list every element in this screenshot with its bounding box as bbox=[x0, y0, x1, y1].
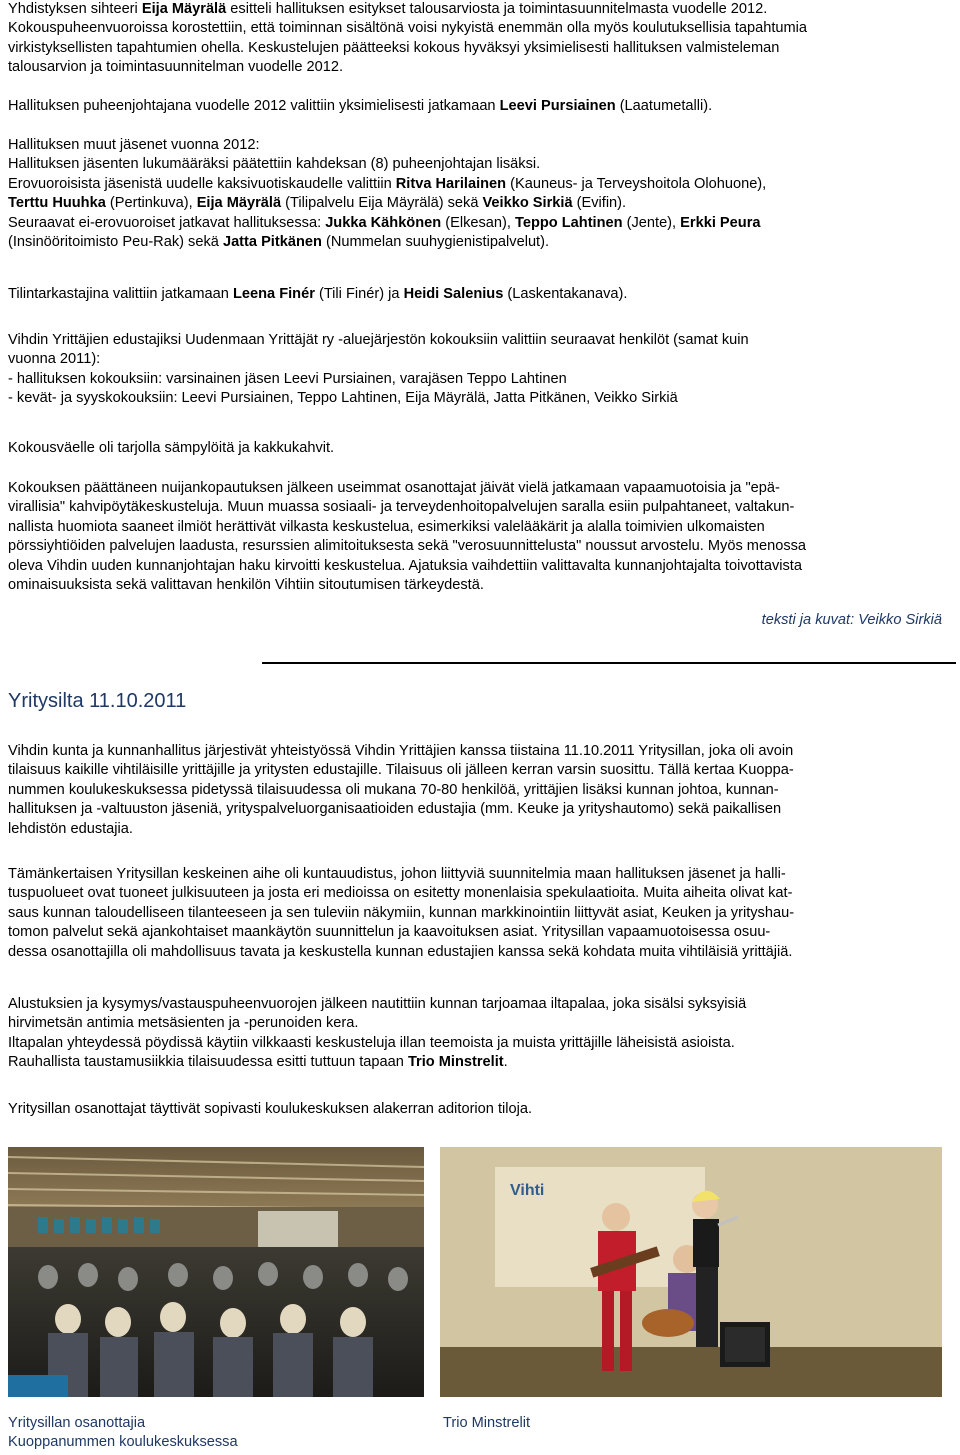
representatives bbox=[8, 331, 953, 409]
text-line: nummen koulukeskuksessa pidetyssä tilaisuudessa oli mukana 70-80 henkilöä, yrittäjien lisäksi kunnan johtoa, kunnan- bbox=[8, 781, 779, 798]
caption-line: Trio Minstrelit bbox=[443, 1415, 531, 1431]
text-line: Kokouksen päättäneen nuijankopautuksen jälkeen useimmat osanottajat jäivät vielä jatkamaan vapaamuotoisia ja "epä- bbox=[8, 480, 780, 496]
text-line: virallisia" kahvipöytäkeskusteluja. Muun muassa sosiaali- ja terveydenhoitopalvelujen saralla esiin pulpahtaneet, valtakun- bbox=[8, 499, 795, 516]
text-line: (Insinööritoimisto Peu-Rak) sekä Jatta Pitkänen (Nummelan suuhygienistipalvelut). bbox=[8, 234, 550, 251]
text-line: Terttu Huuhka (Pertinkuva), Eija Mäyrälä (Tilipalvelu Eija Mäyrälä) sekä Veikko Sirkiä (Evifin). bbox=[8, 195, 627, 212]
caption-line: Kuoppanummen koulukeskuksessa bbox=[8, 1434, 238, 1450]
photo-audience bbox=[8, 1147, 424, 1397]
article-paragraph bbox=[8, 742, 953, 839]
text-line: tilaisuus kaikille vihtiläisille yrittäjille ja yritysten edustajille. Tilaisuus oli jälleen kerran varsin suosittu. Tällä kertaa Kuoppa- bbox=[8, 762, 794, 779]
author-credit: teksti ja kuvat: Veikko Sirkiä bbox=[761, 612, 942, 628]
text-line: nallista huomiota saaneet ilmiöt herättivät vilkasta keskustelua, esimerkiksi valelääkärit ja alalla toimivien ulkomaisten bbox=[8, 518, 765, 535]
chair-election bbox=[8, 97, 953, 116]
text-line: vuonna 2011): bbox=[8, 351, 101, 368]
article-paragraph bbox=[8, 865, 953, 962]
auditors bbox=[8, 285, 953, 304]
secretary-report bbox=[8, 0, 953, 78]
text-line: Erovuoroisista jäsenistä uudelle kaksivuotiskaudelle valittiin Ritva Harilainen (Kauneus- ja Terveyshoitola Olohuone), bbox=[8, 175, 767, 192]
text-line: hirvimetsän antimia metsäsienten ja -perunoiden kera. bbox=[8, 1015, 359, 1032]
text-line: Iltapalan yhteydessä pöydissä käytiin vilkkaasti keskusteluja illan teemoista ja muista yrittäjille läheisistä asioista. bbox=[8, 1034, 735, 1051]
photo-caption-band bbox=[443, 1414, 530, 1433]
board-members bbox=[8, 136, 953, 252]
text-line: Yritysillan osanottajat täyttivät sopivasti koulukeskuksen alakerran aditorion tiloja. bbox=[8, 1101, 533, 1117]
text-line: Rauhallista taustamusiikkia tilaisuudessa esitti tuttuun tapaan Trio Minstrelit. bbox=[8, 1054, 508, 1071]
after-meeting bbox=[8, 479, 953, 595]
text-line: Vihdin Yrittäjien edustajiksi Uudenmaan Yrittäjät ry -aluejärjestön kokouksiin valittiin seuraavat henkilöt (samat kuin bbox=[8, 332, 749, 348]
text-line: hallituksen ja -valtuuston jäseniä, yrityspalveluorganisaatioiden edustajia (mm. Keuke ja yrityshautomo) sekä paikallisen bbox=[8, 801, 782, 818]
article-title: Yritysilta 11.10.2011 bbox=[8, 690, 187, 712]
text-line: Vihdin kunta ja kunnanhallitus järjestivät yhteistyössä Vihdin Yrittäjien kanssa tiistaina 11.10.2011 Yritysillan, joka oli avoin bbox=[8, 743, 794, 759]
photo-caption-audience bbox=[8, 1414, 238, 1452]
text-line: Hallituksen jäsenten lukumääräksi päätettiin kahdeksan (8) puheenjohtajan lisäksi. bbox=[8, 156, 541, 173]
text-line: tuspuolueet ovat tuoneet julkisuuteen ja josta eri medioissa on esitetty monenlaisia spekulaatioita. Muita aiheita olivat kat- bbox=[8, 885, 793, 902]
text-line: virkistyksellisten tapahtumien ohella. Keskustelujen päätteeksi kokous hyväksyi yksimielisesti hallituksen valmisteleman bbox=[8, 39, 780, 56]
text-line: Tämänkertaisen Yritysillan keskeinen aihe oli kuntauudistus, johon liittyviä suunnitelmia maan hallituksen jäsenet ja halli- bbox=[8, 866, 786, 882]
article-paragraph bbox=[8, 1100, 953, 1119]
caption-line: Yritysillan osanottajia bbox=[8, 1415, 146, 1431]
text-line: Kokouspuheenvuoroissa korostettiin, että toiminnan sisältönä voisi nykyistä enemmän olla myös koulutuksellisia tapahtumia bbox=[8, 20, 808, 37]
text-line: Alustuksien ja kysymys/vastauspuheenvuorojen jälkeen nautittiin kunnan tarjoamaa iltapalaa, joka sisälsi syksyisiä bbox=[8, 996, 747, 1012]
text-line: oleva Vihdin uuden kunnanjohtajan haku kirvoitti keskustelua. Ajatuksia vaihdettiin valittavalta kunnanjohtajalta toivottavista bbox=[8, 557, 802, 574]
text-line: Kokousväelle oli tarjolla sämpylöitä ja kakkukahvit. bbox=[8, 440, 335, 456]
board-title: Hallituksen muut jäsenet vuonna 2012: bbox=[8, 137, 260, 153]
section-divider bbox=[262, 662, 956, 664]
banner-logo: Vihti bbox=[510, 1182, 545, 1199]
text-line: Hallituksen puheenjohtajana vuodelle 2012 valittiin yksimielisesti jatkamaan Leevi Pursiainen (Laatumetalli). bbox=[8, 98, 713, 114]
text-line: - kevät- ja syyskokouksiin: Leevi Pursiainen, Teppo Lahtinen, Eija Mäyrälä, Jatta Pitkänen, Veikko Sirkiä bbox=[8, 390, 678, 407]
text-line: Tilintarkastajina valittiin jatkamaan Leena Finér (Tili Finér) ja Heidi Salenius (Laskentakanava). bbox=[8, 286, 628, 302]
text-line: pörssiyhtiöiden palvelujen laadusta, resurssien alimitoituksesta sekä "verosuunnittelusta" noussut arvostelu. Myös menossa bbox=[8, 538, 807, 555]
audience-image bbox=[8, 1147, 424, 1397]
text-line: Yhdistyksen sihteeri Eija Mäyrälä esitteli hallituksen esitykset talousarviosta ja toimintasuunnitelmasta vuodelle 2012. bbox=[8, 1, 768, 17]
text-line: dessa osanottajilla oli mahdollisuus tavata ja keskustella kunnan edustajien kanssa sekä kohdata muita vihtiläisiä yrittäjiä. bbox=[8, 943, 793, 960]
text-line: saus kunnan taloudelliseen tilanteeseen ja sen tuleviin näkymiin, kunnan markkinointiin liittyvät asiat, Keuken ja yrityshau- bbox=[8, 904, 795, 921]
text-line: ominaisuuksista sekä valittavan henkilön Vihtiin sitoutumisen tärkeydestä. bbox=[8, 577, 484, 594]
text-line: tomon palvelut sekä ajankohtaiset maankäytön suunnittelun ja kaavoituksen asiat. Yritysillan vapaamuotoisessa osuu- bbox=[8, 924, 771, 941]
text-line: talousarvion ja toimintasuunnitelman vuodelle 2012. bbox=[8, 59, 344, 76]
text-line: Seuraavat ei-erovuoroiset jatkavat hallituksessa: Jukka Kähkönen (Elkesan), Teppo Lahtinen (Jente), Erkki Peura bbox=[8, 214, 761, 231]
band-image bbox=[440, 1147, 942, 1397]
photo-band bbox=[440, 1147, 942, 1397]
article-paragraph bbox=[8, 995, 953, 1073]
refreshments bbox=[8, 439, 953, 458]
text-line: lehdistön edustajia. bbox=[8, 820, 133, 837]
text-line: - hallituksen kokouksiin: varsinainen jäsen Leevi Pursiainen, varajäsen Teppo Lahtinen bbox=[8, 370, 567, 387]
